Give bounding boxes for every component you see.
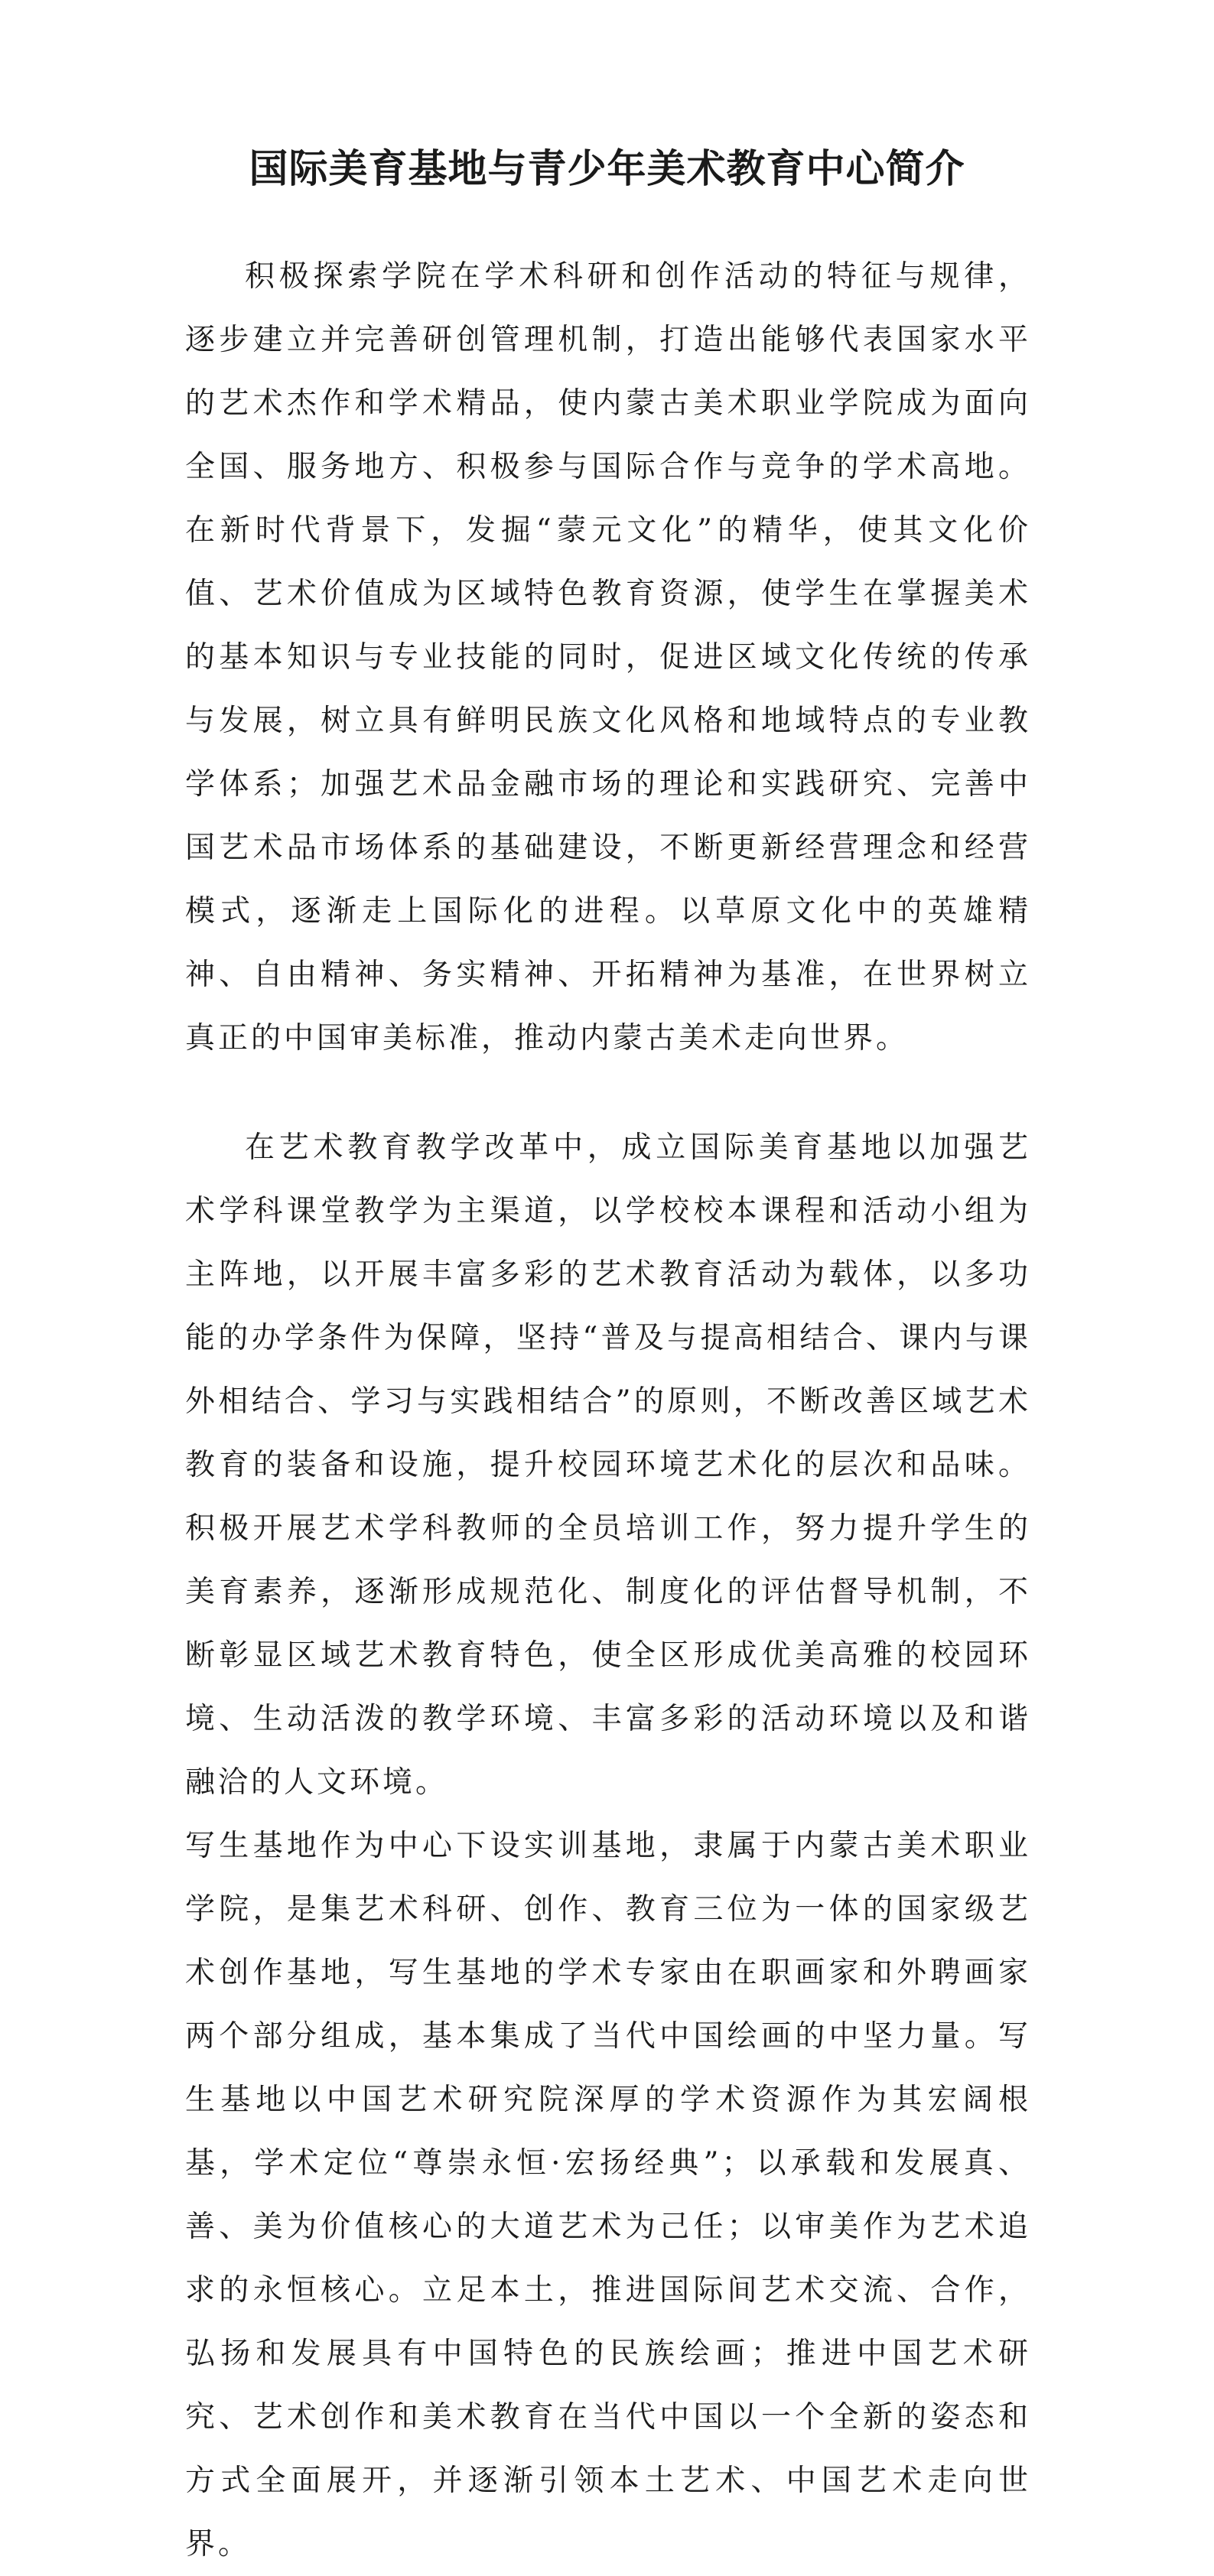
document-title: 国际美育基地与青少年美术教育中心简介 [249, 147, 965, 192]
paragraph-research-goals: 积极探索学院在学术科研和创作活动的特征与规律，逐步建立并完善研创管理机制，打造出能够代表国家水平的艺术杰作和学术精品，使内蒙古美术职业学院成为面向全国、服务地方、积极参与国际合作与竞争的学术高地。在新时代背景下，发掘“蒙元文化”的精华，使其文化价值、艺术价值成为区域特色教育资源，使学生在掌握美术的基本知识与专业技能的同时，促进区域文化传统的传承与发展，树立具有鲜明民族文化风格和地域特点的专业教学体系；加强艺术品金融市场的理论和实践研究、完善中国艺术品市场体系的基础建设，不断更新经营理念和经营模式，逐渐走上国际化的进程。以草原文化中的英雄精神、自由精神、务实精神、开拓精神为基准，在世界树立真正的中国审美标准，推动内蒙古美术走向世界。 [185, 259, 1031, 1055]
paragraph-spacer [185, 1070, 1031, 1116]
paragraph-education-reform: 在艺术教育教学改革中，成立国际美育基地以加强艺术学科课堂教学为主渠道，以学校校本课程和活动小组为主阵地，以开展丰富多彩的艺术教育活动为载体，以多功能的办学条件为保障，坚持“普及与提高相结合、课内与课外相结合、学习与实践相结合”的原则，不断改善区域艺术教育的装备和设施，提升校园环境艺术化的层次和品味。积极开展艺术学科教师的全员培训工作，努力提升学生的美育素养，逐渐形成规范化、制度化的评估督导机制，不断彰显区域艺术教育特色，使全区形成优美高雅的校园环境、生动活泼的教学环境、丰富多彩的活动环境以及和谐融洽的人文环境。 [185, 1130, 1031, 1800]
document-body [185, 245, 1031, 2576]
paragraph-sketch-base: 写生基地作为中心下设实训基地，隶属于内蒙古美术职业学院，是集艺术科研、创作、教育三位为一体的国家级艺术创作基地，写生基地的学术专家由在职画家和外聘画家两个部分组成，基本集成了当代中国绘画的中坚力量。写生基地以中国艺术研究院深厚的学术资源作为其宏阔根基，学术定位“尊崇永恒·宏扬经典”；以承载和发展真、善、美为价值核心的大道艺术为己任；以审美作为艺术追求的永恒核心。立足本土，推进国际间艺术交流、合作，弘扬和发展具有中国特色的民族绘画；推进中国艺术研究、艺术创作和美术教育在当代中国以一个全新的姿态和方式全面展开，并逐渐引领本土艺术、中国艺术走向世界。 [185, 1829, 1031, 2561]
